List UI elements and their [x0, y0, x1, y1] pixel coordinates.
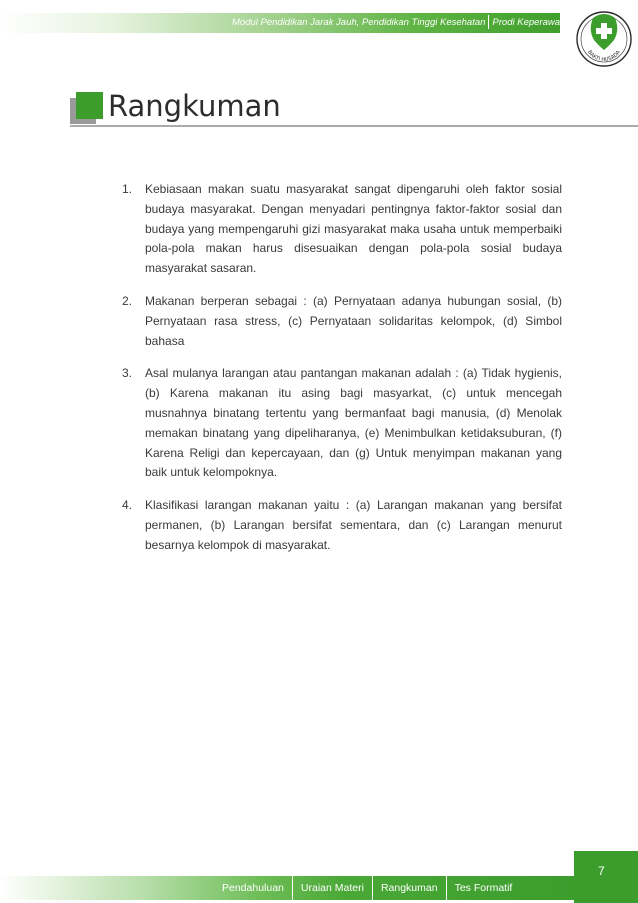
list-item [122, 292, 562, 351]
module-title: Modul Pendidikan Jarak Jauh, Pendidikan Tinggi Kesehatan [232, 17, 486, 28]
header-separator [488, 15, 489, 29]
item-text: Asal mulanya larangan atau pantangan makanan adalah : (a) Tidak hygienis, (b) Karena makanan itu asing bagi masyarkat, (c) untuk mencegah musnahnya binatang tertentu yang bermanfaat bagi manusia, (d) Menolak memakan binatang yang dipeliharanya, (e) Menimbulkan ketidaksuburan, (f) Karena Religi dan kepercayaan, dan (g) Untuk menyimpan makanan yang baik untuk kelompoknya. [145, 366, 562, 480]
item-text: Klasifikasi larangan makanan yaitu : (a) Larangan makanan yang bersifat permanen, (b) Larangan bersifat sementara, dan (c) Larangan menurut besarnya kelompok di masyarakat. [145, 498, 562, 552]
nav-tes-formatif-link[interactable]: Tes Formatif [446, 876, 521, 900]
list-item [122, 180, 562, 279]
page-number: 7 [598, 864, 605, 878]
header-text [232, 13, 573, 33]
item-number: 1. [122, 182, 133, 196]
bakti-husada-logo-icon [574, 6, 634, 72]
item-text: Kebiasaan makan suatu masyarakat sangat dipengaruhi oleh faktor sosial budaya masyarakat. Dengan menyadari pentingnya faktor-faktor sosial dan budaya yang mempengaruhi gizi masyarakat maka usaha untuk memperbaiki pola-pola makan harus disesuaikan dengan pola-pola sosial budaya masyarakat sasaran. [145, 182, 562, 276]
page-number-badge [574, 851, 638, 903]
title-divider [70, 125, 638, 127]
nav-pendahuluan-link[interactable]: Pendahuluan [222, 882, 284, 894]
title-square-green [76, 92, 103, 119]
footer-navigation [214, 876, 520, 900]
svg-text:BAKTI HUSADA: BAKTI HUSADA [586, 49, 622, 64]
summary-list [122, 180, 562, 569]
item-number: 4. [122, 498, 133, 513]
nav-uraian-materi-link[interactable]: Uraian Materi [292, 876, 372, 900]
program-name: Prodi Keperawatan [492, 17, 574, 28]
nav-rangkuman-link[interactable]: Rangkuman [372, 876, 446, 900]
list-item [122, 496, 562, 555]
section-title: Rangkuman [108, 89, 281, 123]
item-number: 3. [122, 366, 133, 381]
list-item [122, 364, 562, 483]
item-text: Makanan berperan sebagai : (a) Pernyataan adanya hubungan sosial, (b) Pernyataan rasa stress, (c) Pernyataan solidaritas kelompok, (d) Simbol bahasa [145, 293, 562, 348]
item-number: 2. [122, 293, 133, 308]
